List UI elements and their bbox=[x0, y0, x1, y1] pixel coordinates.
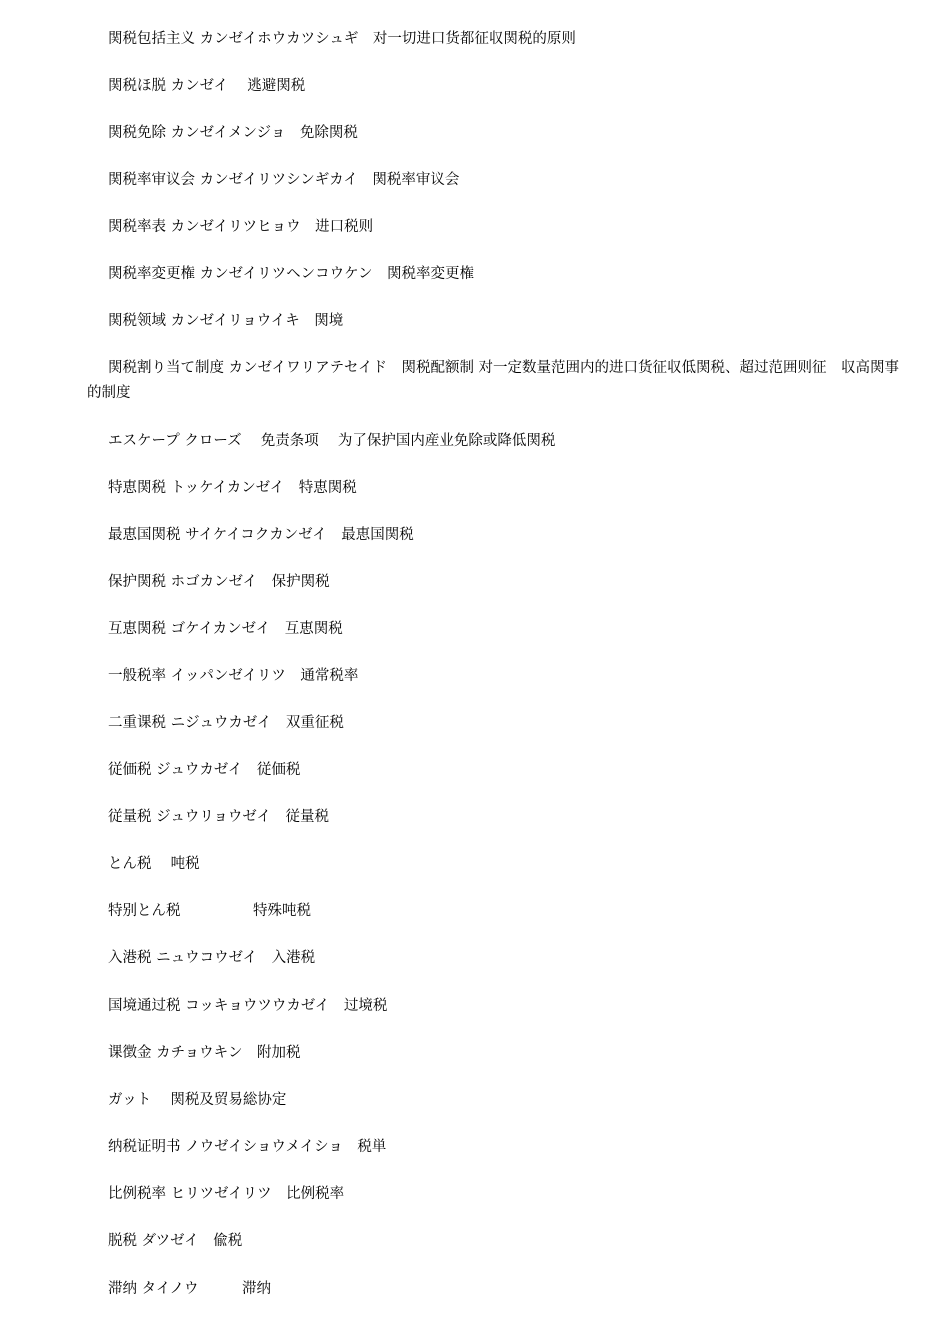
glossary-entry: 関税率审议会 カンゼイリツシンギカイ 関税率审议会 bbox=[108, 172, 460, 188]
glossary-entry: エスケープ クローズ 免责条项 为了保护国内産业免除或降低関税 bbox=[108, 433, 556, 449]
glossary-entry: 関税ほ脱 カンゼイ 逃避関税 bbox=[108, 78, 306, 94]
glossary-entry: 纳税证明书 ノウゼイショウメイショ 税単 bbox=[108, 1139, 387, 1155]
glossary-entry: 特恵関税 トッケイカンゼイ 特恵関税 bbox=[108, 480, 357, 496]
glossary-entry: とん税 吨税 bbox=[108, 856, 200, 872]
glossary-entry: 课徴金 カチョウキン 附加税 bbox=[108, 1045, 301, 1061]
glossary-entry: 特别とん税 特殊吨税 bbox=[108, 903, 311, 919]
glossary-entry: 関税率表 カンゼイリツヒョウ 进口税则 bbox=[108, 219, 374, 235]
glossary-entry: 関税免除 カンゼイメンジョ 免除関税 bbox=[108, 125, 358, 141]
glossary-entry: 入港税 ニュウコウゼイ 入港税 bbox=[108, 950, 316, 966]
glossary-entry: 関税率変更権 カンゼイリツヘンコウケン 関税率変更権 bbox=[108, 266, 474, 282]
glossary-entry: 互恵関税 ゴケイカンゼイ 互恵関税 bbox=[108, 621, 343, 637]
glossary-entry: 二重课税 ニジュウカゼイ 双重征税 bbox=[108, 715, 344, 731]
glossary-entry: 従価税 ジュウカゼイ 従価税 bbox=[108, 762, 301, 778]
glossary-entry: 滞纳 タイノウ 滞纳 bbox=[108, 1281, 271, 1297]
glossary-entry: ガット 関税及贸易総协定 bbox=[108, 1092, 287, 1108]
glossary-entry: 比例税率 ヒリツゼイリツ 比例税率 bbox=[108, 1186, 345, 1202]
glossary-entry: 最恵国関税 サイケイコクカンゼイ 最恵国関税 bbox=[108, 527, 414, 543]
glossary-entry: 一般税率 イッパンゼイリツ 通常税率 bbox=[108, 668, 359, 684]
glossary-entry: 保护関税 ホゴカンゼイ 保护関税 bbox=[108, 574, 330, 590]
glossary-entry: 脱税 ダツゼイ 偸税 bbox=[108, 1233, 243, 1249]
glossary-entry: 関税包括主义 カンゼイホウカツシュギ 对一切进口货都征収関税的原则 bbox=[108, 31, 576, 47]
glossary-entry: 従量税 ジュウリョウゼイ 従量税 bbox=[108, 809, 329, 825]
glossary-entry: 関税割り当て制度 カンゼイワリアテセイド 関税配额制 对一定数量范囲内的进口货征収低関税、超过范囲则征 収高関事的制度 bbox=[87, 360, 900, 401]
glossary-entry: 関税领域 カンゼイリョウイキ 関境 bbox=[108, 313, 344, 329]
glossary-entry: 国境通过税 コッキョウツウカゼイ 过境税 bbox=[108, 998, 388, 1014]
